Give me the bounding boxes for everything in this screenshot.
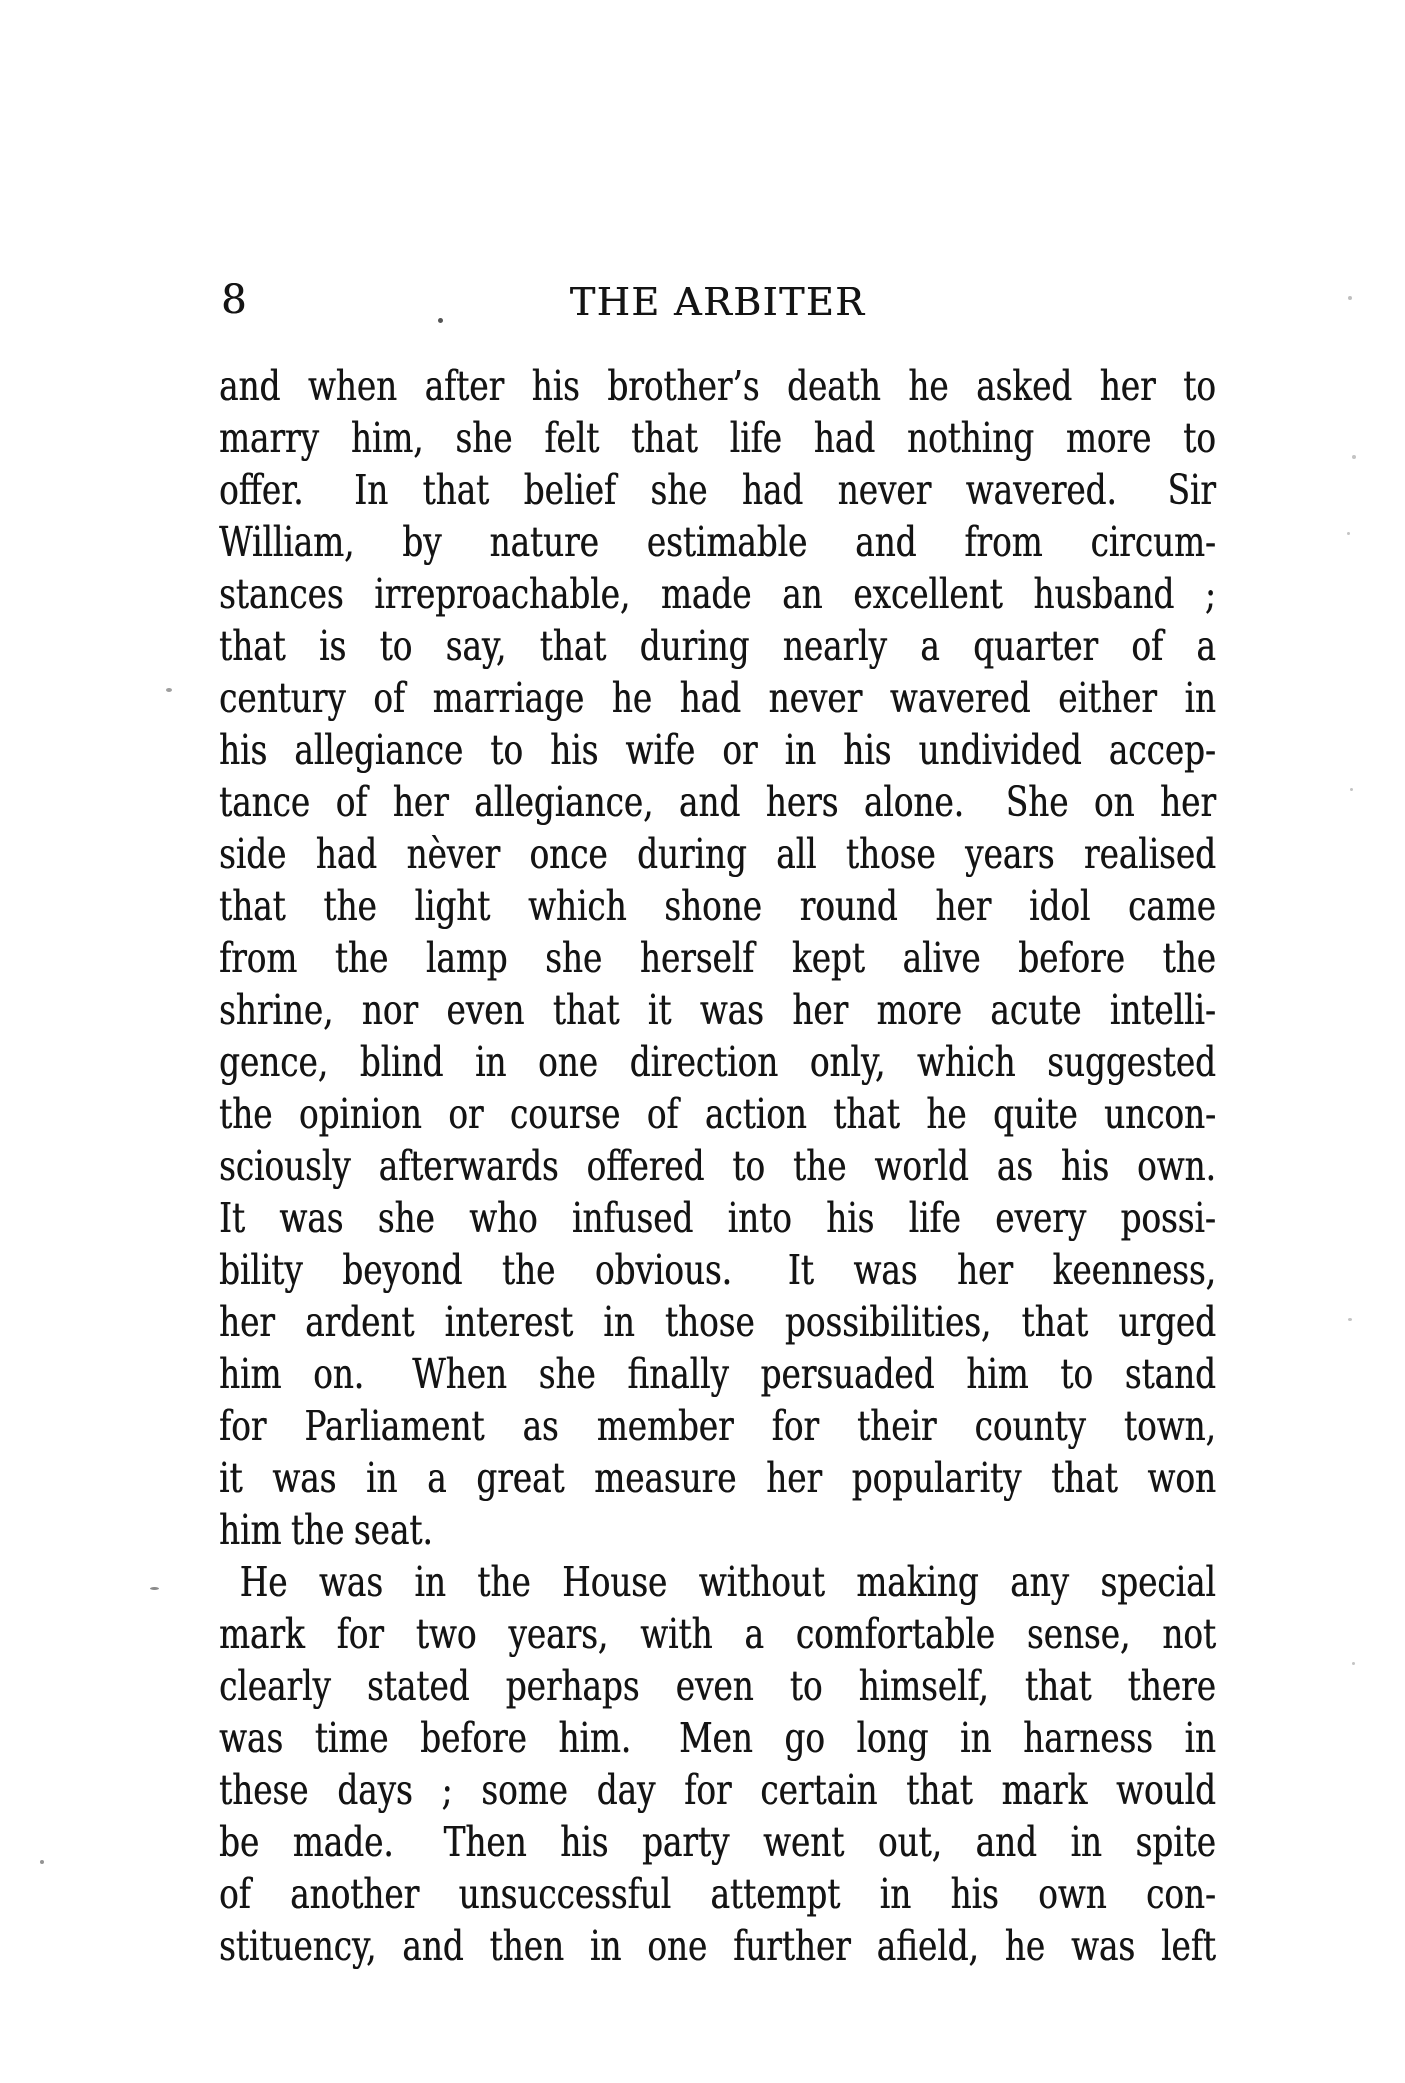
body-text (219, 360, 1216, 1972)
text-line-11: that the light which shone round her idol came (219, 882, 1216, 930)
text-line-10: side had nèver once during all those years realised (219, 830, 1216, 878)
text-line-9: tance of her allegiance, and hers alone. She on her (219, 778, 1216, 826)
scan-speck (150, 1587, 159, 1590)
scan-speck (1352, 1662, 1355, 1665)
scan-speck (1348, 1318, 1352, 1321)
scan-speck (438, 318, 443, 323)
text-line-3: offer. In that belief she had never wavered. Sir (219, 466, 1216, 514)
text-line-27: was time before him. Men go long in harness in (219, 1714, 1216, 1762)
text-line-16: sciously afterwards offered to the world as his own. (219, 1142, 1216, 1190)
text-line-8: his allegiance to his wife or in his undivided accep- (219, 726, 1216, 774)
text-line-23: him the seat. (219, 1506, 433, 1554)
text-line-21: for Parliament as member for their county town, (219, 1402, 1216, 1450)
text-line-7: century of marriage he had never wavered either in (219, 674, 1216, 722)
text-line-2: marry him, she felt that life had nothing more to (219, 414, 1216, 462)
scan-speck (166, 688, 172, 692)
text-line-26: clearly stated perhaps even to himself, that there (219, 1662, 1216, 1710)
scan-speck (1352, 455, 1356, 459)
text-line-18: bility beyond the obvious. It was her keenness, (219, 1246, 1216, 1294)
text-line-31: stituency, and then in one further afield, he was left (219, 1922, 1216, 1970)
scan-speck (40, 1860, 44, 1864)
text-line-13: shrine, nor even that it was her more acute intelli- (219, 986, 1216, 1034)
text-line-5: stances irreproachable, made an excellent husband ; (219, 570, 1216, 618)
text-line-1: and when after his brother’s death he asked her to (219, 362, 1216, 410)
text-line-22: it was in a great measure her popularity that won (219, 1454, 1216, 1502)
text-line-28: these days ; some day for certain that mark would (219, 1766, 1216, 1814)
scan-speck (1348, 296, 1352, 300)
text-line-17: It was she who infused into his life every possi- (219, 1194, 1216, 1242)
page-number: 8 (221, 277, 247, 323)
running-title: THE ARBITER (569, 280, 866, 324)
text-line-12: from the lamp she herself kept alive before the (219, 934, 1216, 982)
page-header (219, 277, 1216, 324)
scan-speck (1350, 788, 1353, 791)
text-line-4: William, by nature estimable and from circum- (219, 518, 1216, 566)
text-line-19: her ardent interest in those possibilities, that urged (219, 1298, 1216, 1346)
text-line-15: the opinion or course of action that he quite uncon- (219, 1090, 1216, 1138)
text-line-30: of another unsuccessful attempt in his own con- (219, 1870, 1216, 1918)
text-line-6: that is to say, that during nearly a quarter of a (219, 622, 1216, 670)
text-line-24: He was in the House without making any special (239, 1558, 1216, 1606)
text-line-29: be made. Then his party went out, and in spite (219, 1818, 1216, 1866)
text-line-25: mark for two years, with a comfortable sense, not (219, 1610, 1216, 1658)
text-line-14: gence, blind in one direction only, which suggested (219, 1038, 1216, 1086)
text-line-20: him on. When she finally persuaded him to stand (219, 1350, 1216, 1398)
scan-speck (1347, 532, 1350, 535)
